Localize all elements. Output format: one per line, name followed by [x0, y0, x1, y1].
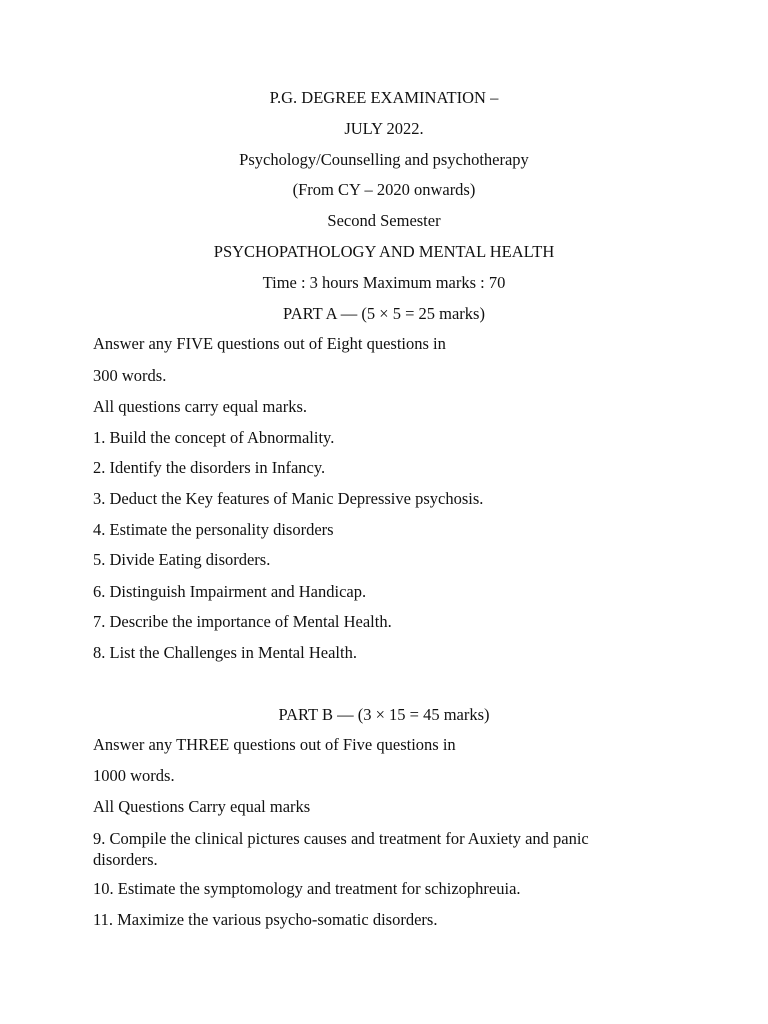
exam-title: P.G. DEGREE EXAMINATION – — [269, 88, 499, 107]
part-a-title: PART A — (5 × 5 = 25 marks) — [283, 304, 485, 323]
exam-session: JULY 2022. — [344, 119, 424, 138]
question-item: 5. Divide Eating disorders. — [93, 550, 271, 569]
program-name: Psychology/Counselling and psychotherapy — [239, 150, 529, 169]
part-b-title: PART B — (3 × 15 = 45 marks) — [278, 705, 490, 724]
time-and-marks: Time : 3 hours Maximum marks : 70 — [262, 273, 506, 292]
batch-info: (From CY – 2020 onwards) — [292, 180, 476, 199]
question-item: 1. Build the concept of Abnormality. — [93, 428, 335, 447]
question-item: 9. Compile the clinical pictures causes and treatment for Auxiety and panic disorders. — [93, 829, 589, 869]
question-item: 8. List the Challenges in Mental Health. — [93, 643, 357, 662]
semester: Second Semester — [327, 211, 441, 230]
part-a-instruction: 300 words. — [93, 366, 167, 385]
part-b-instruction: 1000 words. — [93, 766, 175, 785]
question-item: 2. Identify the disorders in Infancy. — [93, 458, 326, 477]
question-item: 3. Deduct the Key features of Manic Depressive psychosis. — [93, 489, 484, 508]
part-a-instruction: Answer any FIVE questions out of Eight questions in — [93, 334, 446, 353]
part-b-instruction: All Questions Carry equal marks — [93, 797, 311, 816]
paper-title: PSYCHOPATHOLOGY AND MENTAL HEALTH — [213, 242, 555, 261]
question-item: 7. Describe the importance of Mental Health. — [93, 612, 392, 631]
question-item: 6. Distinguish Impairment and Handicap. — [93, 582, 367, 601]
part-b-instruction: Answer any THREE questions out of Five questions in — [93, 735, 456, 754]
question-item: 4. Estimate the personality disorders — [93, 520, 334, 539]
question-item: 11. Maximize the various psycho-somatic disorders. — [93, 910, 438, 929]
question-item: 10. Estimate the symptomology and treatment for schizophreuia. — [93, 879, 521, 898]
part-a-instruction: All questions carry equal marks. — [93, 397, 307, 416]
